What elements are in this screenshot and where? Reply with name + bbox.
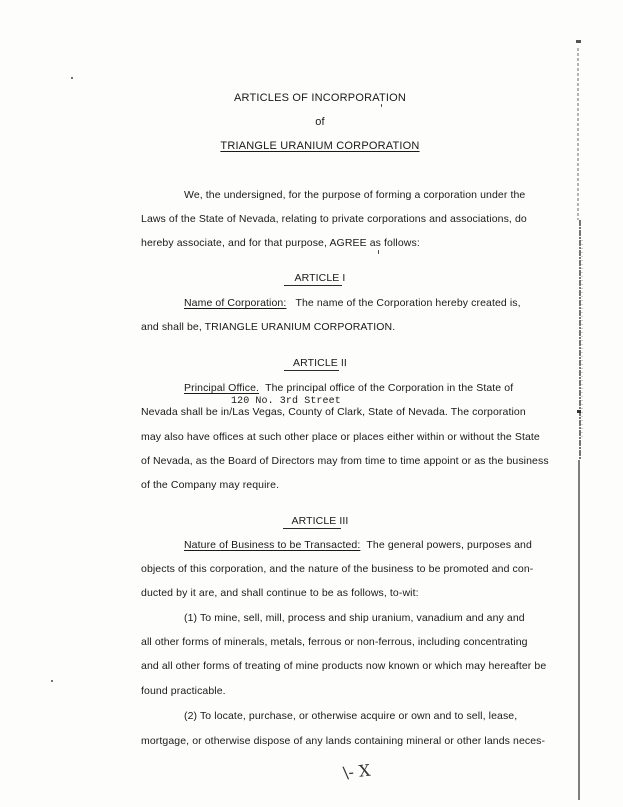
item-2-line-2: mortgage, or otherwise dispose of any lands containing mineral or other lands neces-	[141, 735, 546, 747]
scan-speck	[378, 250, 379, 254]
corporation-name-title: TRIANGLE URANIUM CORPORATION	[220, 140, 420, 152]
article-2-rule	[284, 370, 339, 371]
item-1-line-2: all other forms of minerals, metals, ferrous or non-ferrous, including concentrating	[141, 636, 528, 648]
item-1-line-3: and all other forms of treating of mine products now known or which may hereafter be	[141, 660, 547, 672]
article-2-line-3: may also have offices at such other place or places either within or without the State	[141, 431, 540, 443]
scan-speck	[51, 680, 53, 682]
article-3-line-3: ducted by it are, and shall continue to be as follows, to-wit:	[141, 587, 419, 599]
article-2-line-5: of the Company may require.	[141, 479, 280, 491]
article-3-text: The general powers, purposes and	[366, 539, 532, 551]
item-2-line-1: (2) To locate, purchase, or otherwise acquire or own and to sell, lease,	[184, 710, 518, 722]
article-2-line-2: Nevada shall be in/Las Vegas, County of Clark, State of Nevada. The corporation	[141, 406, 526, 418]
title-of: of	[315, 116, 325, 128]
article-2-text: The principal office of the Corporation in the State of	[265, 382, 514, 394]
preamble-line-2: Laws of the State of Nevada, relating to private corporations and associations, do	[141, 213, 527, 225]
article-2-heading: ARTICLE II	[293, 357, 347, 369]
item-1-line-1: (1) To mine, sell, mill, process and ship uranium, vanadium and any and	[184, 612, 525, 624]
scan-speck	[71, 77, 73, 79]
typed-address-insert: 120 No. 3rd Street	[231, 396, 341, 407]
article-3-heading: ARTICLE III	[291, 515, 349, 527]
article-1-text: The name of the Corporation hereby created is,	[295, 297, 521, 309]
article-3-caption: Nature of Business to be Transacted:	[184, 539, 361, 551]
article-3-line-1	[184, 539, 532, 551]
article-1-heading: ARTICLE I	[294, 272, 346, 284]
article-1-line-2: and shall be, TRIANGLE URANIUM CORPORATION.	[141, 321, 396, 333]
article-3-rule	[283, 528, 341, 529]
handwritten-page-mark: \- X	[342, 760, 372, 783]
article-2-line-2b: Las Vegas, County of Clark, State of Nevada. The corporation	[232, 406, 526, 418]
article-2-line-2a: Nevada shall be in	[141, 406, 230, 418]
article-1-line-1	[184, 297, 521, 309]
preamble-line-3: hereby associate, and for that purpose, AGREE as follows:	[141, 237, 420, 249]
article-1-rule	[284, 285, 342, 286]
article-2-caption: Principal Office.	[184, 382, 260, 394]
preamble-line-1: We, the undersigned, for the purpose of forming a corporation under the	[184, 189, 526, 201]
article-2-line-1	[184, 382, 513, 394]
scan-edge-artifact	[574, 40, 588, 800]
article-2-line-4: of Nevada, as the Board of Directors may from time to time appoint or as the business	[141, 455, 549, 467]
article-1-caption: Name of Corporation:	[184, 297, 287, 309]
scan-speck	[381, 104, 382, 107]
document-title: ARTICLES OF INCORPORATION	[233, 92, 407, 104]
item-1-line-4: found practicable.	[141, 685, 226, 697]
article-3-line-2: objects of this corporation, and the nature of the business to be promoted and con-	[141, 563, 534, 575]
